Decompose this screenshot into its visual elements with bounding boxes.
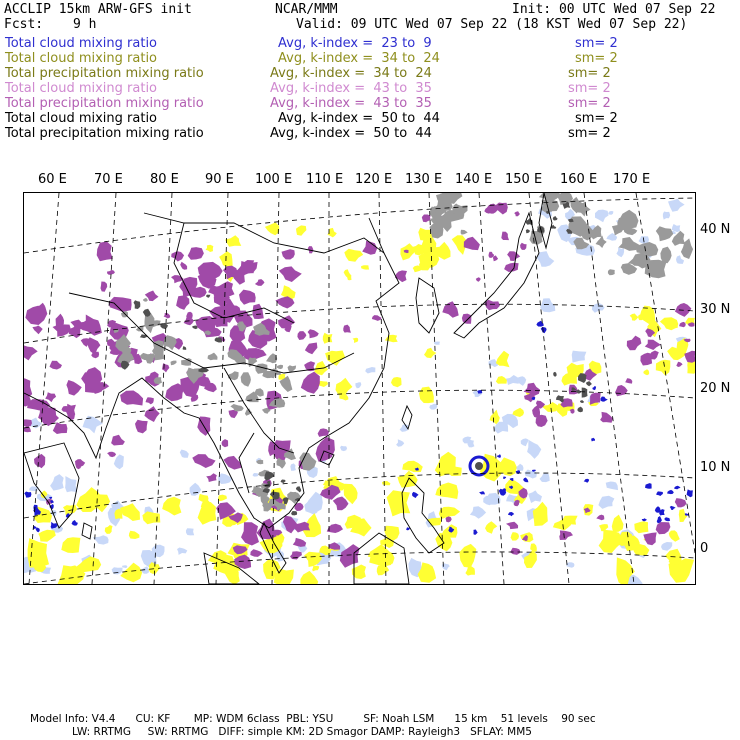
dark-gray-cloud-patch bbox=[553, 372, 556, 377]
yellow-cloud-patch bbox=[530, 543, 537, 552]
yellow-cloud-patch bbox=[612, 515, 624, 533]
purple-cloud-patch bbox=[627, 336, 642, 351]
yellow-cloud-patch bbox=[38, 530, 56, 542]
yellow-cloud-patch bbox=[105, 525, 113, 534]
dark-gray-cloud-patch bbox=[143, 309, 151, 317]
purple-cloud-patch bbox=[493, 255, 498, 261]
legend-smoothing: sm= 2 bbox=[575, 36, 618, 51]
light-blue-cloud-patch bbox=[540, 473, 550, 482]
purple-cloud-patch bbox=[536, 415, 548, 427]
purple-cloud-patch bbox=[520, 243, 527, 250]
longitude-label: 100 E bbox=[255, 172, 293, 187]
legend-smoothing: sm= 2 bbox=[575, 111, 618, 126]
blue-cloud-patch bbox=[24, 492, 31, 498]
dark-gray-cloud-patch bbox=[556, 395, 564, 401]
legend-field-name: Total cloud mixing ratio bbox=[5, 36, 158, 51]
yellow-cloud-patch bbox=[336, 378, 353, 396]
purple-cloud-patch bbox=[120, 391, 143, 406]
yellow-cloud-patch bbox=[490, 410, 500, 425]
purple-cloud-patch bbox=[222, 439, 229, 447]
purple-cloud-patch bbox=[144, 406, 159, 422]
purple-cloud-patch bbox=[501, 232, 509, 241]
longitude-label: 70 E bbox=[94, 172, 123, 187]
purple-cloud-patch bbox=[446, 516, 452, 522]
gray-cloud-patch bbox=[619, 237, 640, 251]
gray-cloud-patch bbox=[208, 353, 218, 361]
longitude-label: 160 E bbox=[560, 172, 598, 187]
dark-gray-cloud-patch bbox=[526, 229, 530, 233]
purple-cloud-patch bbox=[675, 498, 687, 507]
purple-cloud-patch bbox=[485, 300, 500, 311]
forecast-label: Fcst: bbox=[4, 17, 44, 32]
purple-cloud-patch bbox=[600, 412, 613, 423]
gray-cloud-patch bbox=[241, 372, 251, 387]
blue-cloud-patch bbox=[516, 470, 520, 474]
yellow-cloud-patch bbox=[387, 490, 411, 516]
light-blue-cloud-patch bbox=[528, 490, 542, 503]
light-blue-cloud-patch bbox=[304, 499, 319, 515]
yellow-cloud-patch bbox=[312, 566, 319, 572]
yellow-cloud-patch bbox=[669, 530, 680, 541]
purple-cloud-patch bbox=[301, 372, 320, 394]
yellow-cloud-patch bbox=[435, 452, 456, 477]
light-blue-cloud-patch bbox=[365, 367, 375, 374]
dark-gray-cloud-patch bbox=[183, 346, 187, 350]
blue-cloud-patch bbox=[584, 479, 589, 483]
typhoon-core bbox=[475, 462, 483, 470]
blue-cloud-patch bbox=[412, 492, 419, 498]
blue-cloud-patch bbox=[593, 386, 597, 390]
mixing-ratio-fields bbox=[24, 193, 695, 584]
yellow-cloud-patch bbox=[402, 461, 423, 472]
purple-cloud-patch bbox=[524, 383, 540, 396]
yellow-cloud-patch bbox=[361, 265, 369, 269]
blue-cloud-patch bbox=[503, 476, 506, 479]
purple-cloud-patch bbox=[206, 473, 217, 482]
blue-cloud-patch bbox=[406, 527, 410, 530]
gray-cloud-patch bbox=[288, 365, 297, 372]
yellow-cloud-patch bbox=[323, 333, 333, 344]
purple-cloud-patch bbox=[171, 251, 184, 261]
purple-cloud-patch bbox=[241, 522, 259, 545]
light-blue-cloud-patch bbox=[506, 375, 519, 385]
purple-cloud-patch bbox=[679, 322, 686, 327]
light-blue-cloud-patch bbox=[290, 463, 296, 470]
yellow-cloud-patch bbox=[120, 563, 142, 583]
purple-cloud-patch bbox=[107, 452, 116, 457]
legend-smoothing: sm= 2 bbox=[575, 51, 618, 66]
yellow-cloud-patch bbox=[511, 532, 519, 541]
legend-avg-range: Avg, k-index = 43 to 35 bbox=[270, 96, 432, 111]
yellow-cloud-patch bbox=[218, 495, 227, 502]
purple-cloud-patch bbox=[162, 363, 169, 372]
gray-cloud-patch bbox=[287, 492, 301, 504]
light-blue-cloud-patch bbox=[537, 251, 554, 267]
purple-cloud-patch bbox=[372, 315, 382, 321]
light-blue-cloud-patch bbox=[112, 567, 123, 574]
light-blue-cloud-patch bbox=[83, 416, 103, 434]
legend-smoothing: sm= 2 bbox=[568, 126, 611, 141]
purple-cloud-patch bbox=[308, 329, 319, 338]
yellow-cloud-patch bbox=[391, 377, 402, 387]
gray-cloud-patch bbox=[143, 298, 148, 302]
light-blue-cloud-patch bbox=[527, 440, 541, 459]
latitude-label: 20 N bbox=[700, 381, 731, 396]
light-blue-cloud-patch bbox=[114, 454, 124, 469]
light-blue-cloud-patch bbox=[253, 473, 259, 477]
yellow-cloud-patch bbox=[553, 518, 571, 531]
purple-cloud-patch bbox=[510, 548, 520, 555]
blue-cloud-patch bbox=[532, 470, 536, 472]
latitude-label: 40 N bbox=[700, 222, 731, 237]
blue-cloud-patch bbox=[36, 527, 40, 532]
model-info-line1: Model Info: V4.4 CU: KF MP: WDM 6class PBL: YSU SF: Noah LSM 15 km 51 levels 90 sec bbox=[30, 713, 596, 725]
purple-cloud-patch bbox=[320, 485, 341, 500]
light-blue-cloud-patch bbox=[218, 473, 233, 484]
purple-cloud-patch bbox=[146, 397, 154, 404]
legend-field-name: Total precipitation mixing ratio bbox=[5, 126, 204, 141]
longitude-label: 80 E bbox=[150, 172, 179, 187]
purple-cloud-patch bbox=[333, 497, 349, 511]
blue-cloud-patch bbox=[645, 483, 652, 489]
yellow-cloud-patch bbox=[377, 566, 389, 576]
purple-cloud-patch bbox=[559, 530, 573, 540]
dark-gray-cloud-patch bbox=[206, 295, 210, 298]
purple-cloud-patch bbox=[476, 277, 481, 282]
light-blue-cloud-patch bbox=[595, 210, 609, 223]
yellow-cloud-patch bbox=[129, 531, 140, 539]
organization-label: NCAR/MMM bbox=[275, 2, 338, 17]
light-blue-cloud-patch bbox=[598, 496, 614, 509]
gray-cloud-patch bbox=[461, 230, 468, 235]
light-blue-cloud-patch bbox=[540, 298, 555, 312]
yellow-cloud-patch bbox=[424, 348, 436, 358]
light-blue-cloud-patch bbox=[355, 382, 361, 388]
gray-cloud-patch bbox=[140, 353, 155, 360]
purple-cloud-patch bbox=[506, 522, 518, 529]
purple-cloud-patch bbox=[24, 426, 31, 433]
legend-avg-range: Avg, k-index = 34 to 24 bbox=[278, 51, 440, 66]
light-blue-cloud-patch bbox=[65, 476, 77, 492]
dark-gray-cloud-patch bbox=[264, 471, 274, 480]
blue-cloud-patch bbox=[479, 491, 485, 494]
yellow-cloud-patch bbox=[265, 222, 279, 235]
yellow-cloud-patch bbox=[344, 269, 350, 278]
coastline bbox=[239, 433, 254, 493]
yellow-cloud-patch bbox=[459, 544, 476, 568]
dark-gray-cloud-patch bbox=[586, 381, 592, 386]
legend-field-name: Total precipitation mixing ratio bbox=[5, 96, 204, 111]
blue-cloud-patch bbox=[497, 454, 501, 458]
dark-gray-cloud-patch bbox=[281, 480, 286, 484]
coastline bbox=[82, 523, 92, 539]
light-blue-cloud-patch bbox=[470, 506, 486, 519]
yellow-cloud-patch bbox=[300, 571, 318, 584]
yellow-cloud-patch bbox=[397, 471, 417, 488]
yellow-cloud-patch bbox=[325, 351, 345, 366]
yellow-cloud-patch bbox=[198, 502, 217, 525]
plot-title: ACCLIP 15km ARW-GFS init bbox=[4, 2, 192, 17]
yellow-cloud-patch bbox=[485, 521, 497, 533]
purple-cloud-patch bbox=[188, 247, 204, 260]
light-blue-cloud-patch bbox=[572, 351, 587, 363]
yellow-cloud-patch bbox=[634, 521, 648, 533]
light-blue-cloud-patch bbox=[521, 438, 529, 446]
init-time: Init: 00 UTC Wed 07 Sep 22 bbox=[512, 2, 716, 17]
dark-gray-cloud-patch bbox=[215, 338, 222, 343]
coastline bbox=[144, 213, 384, 253]
yellow-cloud-patch bbox=[162, 497, 181, 516]
yellow-cloud-patch bbox=[353, 338, 359, 343]
yellow-cloud-patch bbox=[382, 481, 390, 485]
purple-cloud-patch bbox=[676, 362, 682, 367]
blue-cloud-patch bbox=[591, 438, 595, 442]
purple-cloud-patch bbox=[24, 377, 32, 399]
yellow-cloud-patch bbox=[225, 235, 241, 247]
legend-field-name: Total cloud mixing ratio bbox=[5, 111, 158, 126]
purple-cloud-patch bbox=[34, 454, 45, 468]
purple-cloud-patch bbox=[45, 392, 56, 402]
blue-cloud-patch bbox=[601, 397, 608, 402]
purple-cloud-patch bbox=[56, 314, 64, 327]
dark-gray-cloud-patch bbox=[580, 400, 584, 403]
purple-cloud-patch bbox=[282, 249, 295, 259]
legend-avg-range: Avg, k-index = 50 to 44 bbox=[270, 126, 432, 141]
purple-cloud-patch bbox=[464, 237, 480, 250]
longitude-label: 170 E bbox=[613, 172, 651, 187]
purple-cloud-patch bbox=[343, 325, 351, 333]
light-blue-cloud-patch bbox=[122, 565, 127, 568]
longitude-label: 90 E bbox=[205, 172, 234, 187]
purple-cloud-patch bbox=[255, 279, 265, 286]
yellow-cloud-patch bbox=[344, 249, 363, 262]
purple-cloud-patch bbox=[53, 422, 68, 434]
purple-cloud-patch bbox=[176, 295, 189, 310]
longitude-label: 130 E bbox=[405, 172, 443, 187]
yellow-cloud-patch bbox=[206, 245, 214, 252]
purple-cloud-patch bbox=[24, 345, 38, 360]
purple-cloud-patch bbox=[32, 326, 42, 335]
yellow-cloud-patch bbox=[630, 314, 639, 321]
purple-cloud-patch bbox=[135, 420, 148, 434]
blue-cloud-patch bbox=[536, 321, 543, 327]
gray-cloud-patch bbox=[252, 486, 261, 493]
purple-cloud-patch bbox=[442, 301, 458, 318]
legend-smoothing: sm= 2 bbox=[568, 81, 611, 96]
yellow-cloud-patch bbox=[142, 511, 160, 524]
forecast-map bbox=[23, 192, 696, 585]
purple-cloud-patch bbox=[233, 270, 245, 285]
blue-cloud-patch bbox=[508, 512, 514, 516]
purple-cloud-patch bbox=[111, 435, 125, 446]
blue-cloud-patch bbox=[655, 506, 661, 513]
light-blue-cloud-patch bbox=[606, 482, 618, 491]
dark-gray-cloud-patch bbox=[553, 216, 558, 220]
purple-cloud-patch bbox=[643, 532, 656, 545]
light-blue-cloud-patch bbox=[676, 255, 684, 264]
gray-cloud-patch bbox=[266, 353, 277, 363]
yellow-cloud-patch bbox=[660, 317, 678, 330]
purple-cloud-patch bbox=[82, 315, 102, 336]
legend-avg-range: Avg, k-index = 43 to 35 bbox=[270, 81, 432, 96]
light-blue-cloud-patch bbox=[608, 211, 613, 215]
light-blue-cloud-patch bbox=[186, 528, 194, 535]
purple-cloud-patch bbox=[53, 324, 72, 336]
purple-cloud-patch bbox=[252, 304, 263, 319]
purple-cloud-patch bbox=[514, 211, 520, 216]
purple-cloud-patch bbox=[50, 361, 63, 370]
latitude-label: 30 N bbox=[700, 302, 731, 317]
purple-cloud-patch bbox=[596, 515, 604, 521]
model-info-line2: LW: RRTMG SW: RRTMG DIFF: simple KM: 2D Smagor DAMP: Rayleigh3 SFLAY: MM5 bbox=[72, 726, 532, 738]
gray-cloud-patch bbox=[277, 365, 283, 369]
purple-cloud-patch bbox=[615, 385, 628, 396]
yellow-cloud-patch bbox=[496, 376, 507, 384]
gray-cloud-patch bbox=[619, 210, 638, 231]
legend-smoothing: sm= 2 bbox=[568, 96, 611, 111]
purple-cloud-patch bbox=[293, 538, 306, 547]
light-blue-cloud-patch bbox=[190, 483, 202, 496]
legend-field-name: Total precipitation mixing ratio bbox=[5, 66, 204, 81]
blue-cloud-patch bbox=[687, 489, 693, 497]
light-blue-cloud-patch bbox=[663, 212, 670, 220]
dark-gray-cloud-patch bbox=[578, 407, 584, 413]
light-blue-cloud-patch bbox=[434, 342, 440, 345]
yellow-cloud-patch bbox=[61, 537, 80, 553]
purple-cloud-patch bbox=[507, 251, 520, 261]
purple-cloud-patch bbox=[362, 241, 377, 255]
latitude-label: 0 bbox=[700, 541, 709, 556]
light-blue-cloud-patch bbox=[661, 542, 672, 551]
purple-cloud-patch bbox=[645, 340, 661, 350]
purple-cloud-patch bbox=[68, 413, 76, 420]
light-blue-cloud-patch bbox=[566, 562, 574, 568]
blue-cloud-patch bbox=[656, 491, 663, 496]
light-blue-cloud-patch bbox=[616, 247, 624, 257]
purple-cloud-patch bbox=[250, 549, 262, 557]
yellow-cloud-patch bbox=[533, 502, 548, 526]
light-blue-cloud-patch bbox=[396, 439, 404, 447]
longitude-label: 110 E bbox=[306, 172, 344, 187]
dark-gray-cloud-patch bbox=[291, 511, 297, 515]
light-blue-cloud-patch bbox=[177, 548, 187, 555]
map-canvas bbox=[24, 193, 695, 584]
purple-cloud-patch bbox=[640, 353, 652, 366]
yellow-cloud-patch bbox=[656, 360, 671, 376]
legend-smoothing: sm= 2 bbox=[568, 66, 611, 81]
blue-cloud-patch bbox=[667, 490, 674, 494]
purple-cloud-patch bbox=[305, 343, 318, 355]
legend-field-name: Total cloud mixing ratio bbox=[5, 81, 158, 96]
light-blue-cloud-patch bbox=[180, 450, 189, 458]
legend-avg-range: Avg, k-index = 23 to 9 bbox=[278, 36, 432, 51]
blue-cloud-patch bbox=[674, 486, 681, 490]
yellow-cloud-patch bbox=[385, 335, 398, 343]
light-blue-cloud-patch bbox=[429, 404, 437, 410]
longitude-label: 150 E bbox=[505, 172, 543, 187]
purple-cloud-patch bbox=[192, 454, 215, 468]
gray-cloud-patch bbox=[171, 361, 177, 366]
purple-cloud-patch bbox=[180, 262, 187, 270]
blue-cloud-patch bbox=[665, 517, 671, 521]
purple-cloud-patch bbox=[165, 383, 184, 401]
light-blue-cloud-patch bbox=[50, 474, 64, 491]
yellow-cloud-patch bbox=[435, 483, 458, 500]
gray-cloud-patch bbox=[660, 247, 671, 264]
legend-field-name: Total cloud mixing ratio bbox=[5, 51, 158, 66]
light-blue-cloud-patch bbox=[516, 464, 523, 471]
purple-cloud-patch bbox=[489, 252, 495, 258]
blue-cloud-patch bbox=[473, 530, 477, 535]
legend-avg-range: Avg, k-index = 34 to 24 bbox=[270, 66, 432, 81]
yellow-cloud-patch bbox=[296, 225, 306, 235]
blue-cloud-patch bbox=[642, 518, 647, 521]
purple-cloud-patch bbox=[164, 313, 171, 319]
blue-cloud-patch bbox=[541, 327, 547, 333]
dark-gray-cloud-patch bbox=[192, 326, 197, 330]
blue-cloud-patch bbox=[670, 506, 676, 510]
purple-cloud-patch bbox=[462, 314, 471, 324]
yellow-cloud-patch bbox=[419, 387, 434, 404]
purple-cloud-patch bbox=[239, 290, 256, 305]
purple-cloud-patch bbox=[24, 419, 32, 426]
longitude-label: 60 E bbox=[38, 172, 67, 187]
purple-cloud-patch bbox=[496, 203, 508, 215]
light-blue-cloud-patch bbox=[668, 199, 685, 212]
purple-cloud-patch bbox=[290, 551, 302, 559]
gray-cloud-patch bbox=[608, 269, 615, 275]
yellow-cloud-patch bbox=[643, 369, 649, 375]
legend-avg-range: Avg, k-index = 50 to 44 bbox=[278, 111, 440, 126]
longitude-label: 120 E bbox=[355, 172, 393, 187]
gray-cloud-patch bbox=[596, 236, 607, 249]
yellow-cloud-patch bbox=[465, 566, 475, 575]
blue-cloud-patch bbox=[523, 478, 528, 483]
dark-gray-cloud-patch bbox=[582, 388, 588, 398]
purple-cloud-patch bbox=[25, 306, 47, 325]
purple-cloud-patch bbox=[625, 378, 632, 383]
light-blue-cloud-patch bbox=[340, 446, 347, 451]
purple-cloud-patch bbox=[395, 270, 407, 282]
purple-cloud-patch bbox=[656, 522, 671, 534]
purple-cloud-patch bbox=[279, 266, 302, 282]
latitude-label: 10 N bbox=[700, 460, 731, 475]
valid-time: Valid: 09 UTC Wed 07 Sep 22 (18 KST Wed 07 Sep 22) bbox=[296, 17, 688, 32]
purple-cloud-patch bbox=[66, 380, 81, 396]
dark-gray-cloud-patch bbox=[134, 300, 141, 309]
gray-cloud-patch bbox=[228, 371, 239, 380]
gray-cloud-patch bbox=[656, 226, 674, 241]
forecast-hour: 9 h bbox=[73, 17, 97, 32]
yellow-cloud-patch bbox=[75, 556, 101, 572]
purple-cloud-patch bbox=[297, 331, 306, 340]
light-blue-cloud-patch bbox=[468, 439, 475, 447]
longitude-label: 140 E bbox=[455, 172, 493, 187]
purple-cloud-patch bbox=[101, 282, 108, 292]
purple-cloud-patch bbox=[97, 241, 113, 261]
dark-gray-cloud-patch bbox=[296, 486, 301, 492]
